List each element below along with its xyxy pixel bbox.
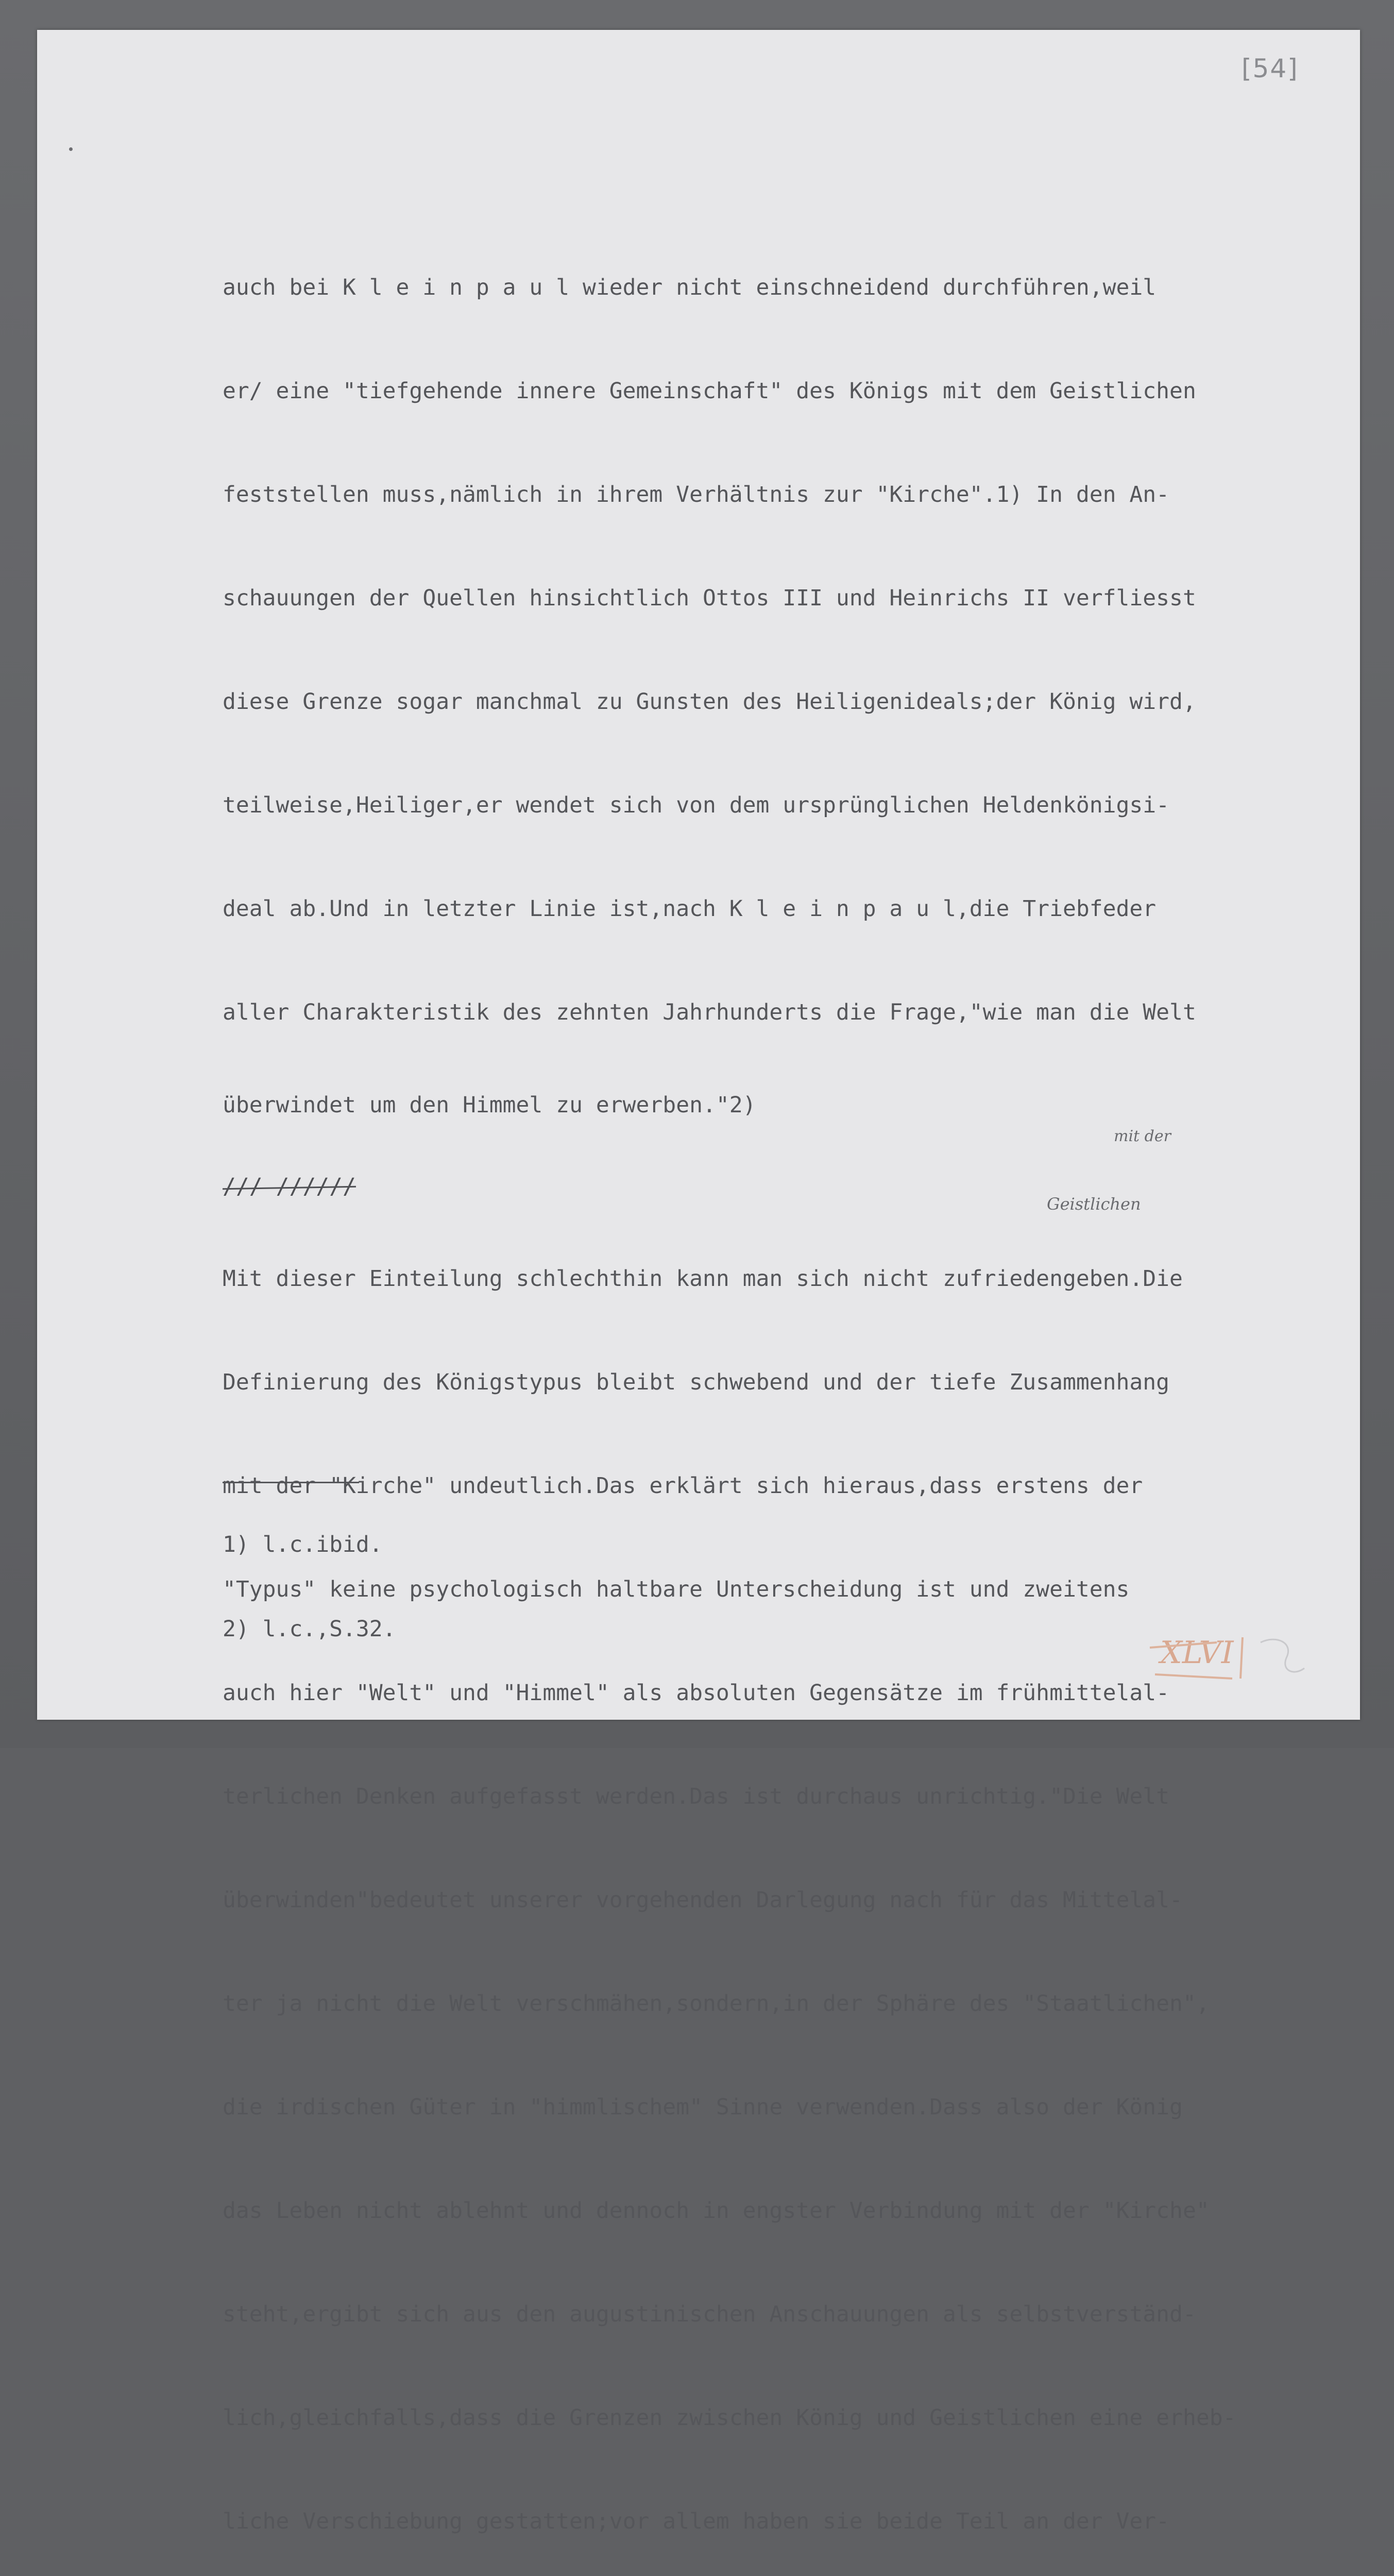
text-line: ter ja nicht die Welt verschmähen,sondern,in der Sphäre des "Staatlichen", [223, 1991, 1210, 2016]
text-line: er/ eine "tiefgehende innere Gemeinschaft" des Königs mit dem Geistlichen [223, 378, 1196, 404]
text-line: Definierung des Königstypus bleibt schwebend und der tiefe Zusammenhang [223, 1369, 1170, 1395]
text-line: diese Grenze sogar manchmal zu Gunsten des Heiligenideals;der König wird, [223, 689, 1196, 715]
text-line: die irdischen Güter in "himmlischem" Sinne verwenden.Dass also der König [223, 2094, 1183, 2120]
text-line: teilweise,Heiliger,er wendet sich von dem ursprünglichen Heldenkönigsi- [223, 792, 1170, 818]
text-line: lich,gleichfalls,dass die Grenzen zwischen König und Geistlichen eine erheb- [223, 2405, 1236, 2431]
text-line: liche Verschiebung gestatten;vor allem haben sie beide Teil an der Ver- [223, 2509, 1170, 2534]
page-number-note: [54] [1242, 54, 1299, 83]
text-line: "Typus" keine psychologisch haltbare Unterscheidung ist und zweitens [223, 1577, 1130, 1602]
text-line: überwindet um den Himmel zu erwerben."2) [223, 1092, 756, 1118]
text-line: auch hier "Welt" und "Himmel" als absoluten Gegensätze im frühmittelal- [223, 1680, 1170, 1706]
text-line: Mit dieser Einteilung schlechthin kann man sich nicht zufriedengeben.Die [223, 1266, 1183, 1292]
ink-dot [69, 147, 73, 151]
footnotes [223, 1477, 396, 1697]
text-line: terlichen Denken aufgefasst werden.Das ist durchaus unrichtig."Die Welt [223, 1784, 1170, 1809]
handwritten-insertion-geistlichen: Geistlichen [1047, 1194, 1141, 1214]
footnote: 2) l.c.,S.32. [223, 1616, 396, 1642]
struck-out-text: /// ////// [223, 1172, 356, 1201]
document-page [37, 30, 1360, 2534]
text-line: mit der "Kirche" undeutlich.Das erklärt sich hieraus,dass erstens der [223, 1473, 1143, 1499]
typed-body-text [223, 210, 1356, 2576]
text-line: das Leben nicht ablehnt und dennoch in engster Verbindung mit der "Kirche" [223, 2198, 1210, 2224]
text-line: überwinden"bedeutet unserer vorgehenden Darlegung nach für das Mittelal- [223, 1887, 1183, 1913]
text-line: aller Charakteristik des zehnten Jahrhunderts die Frage,"wie man die Welt [223, 999, 1196, 1025]
text-line: steht,ergibt sich aus den augustinischen Anschauungen als selbstverständ- [223, 2301, 1196, 2327]
handwritten-insertion-mit-der: mit der [1114, 1127, 1171, 1145]
footnote: 1) l.c.ibid. [223, 1532, 383, 1557]
text-line: schauungen der Quellen hinsichtlich Ottos III und Heinrichs II verfliesst [223, 585, 1196, 611]
text-line: auch bei K l e i n p a u l wieder nicht einschneidend durchführen,weil [223, 275, 1157, 300]
text-line: feststellen muss,nämlich in ihrem Verhältnis zur "Kirche".1) In den An- [223, 482, 1170, 507]
archive-mark-text: XLVI [1160, 1635, 1234, 1671]
archive-stamp-mark [1140, 1627, 1325, 1684]
text-line: deal ab.Und in letzter Linie ist,nach K l e i n p a u l,die Triebfeder [223, 896, 1157, 922]
struck-out-line [223, 1172, 1356, 1201]
